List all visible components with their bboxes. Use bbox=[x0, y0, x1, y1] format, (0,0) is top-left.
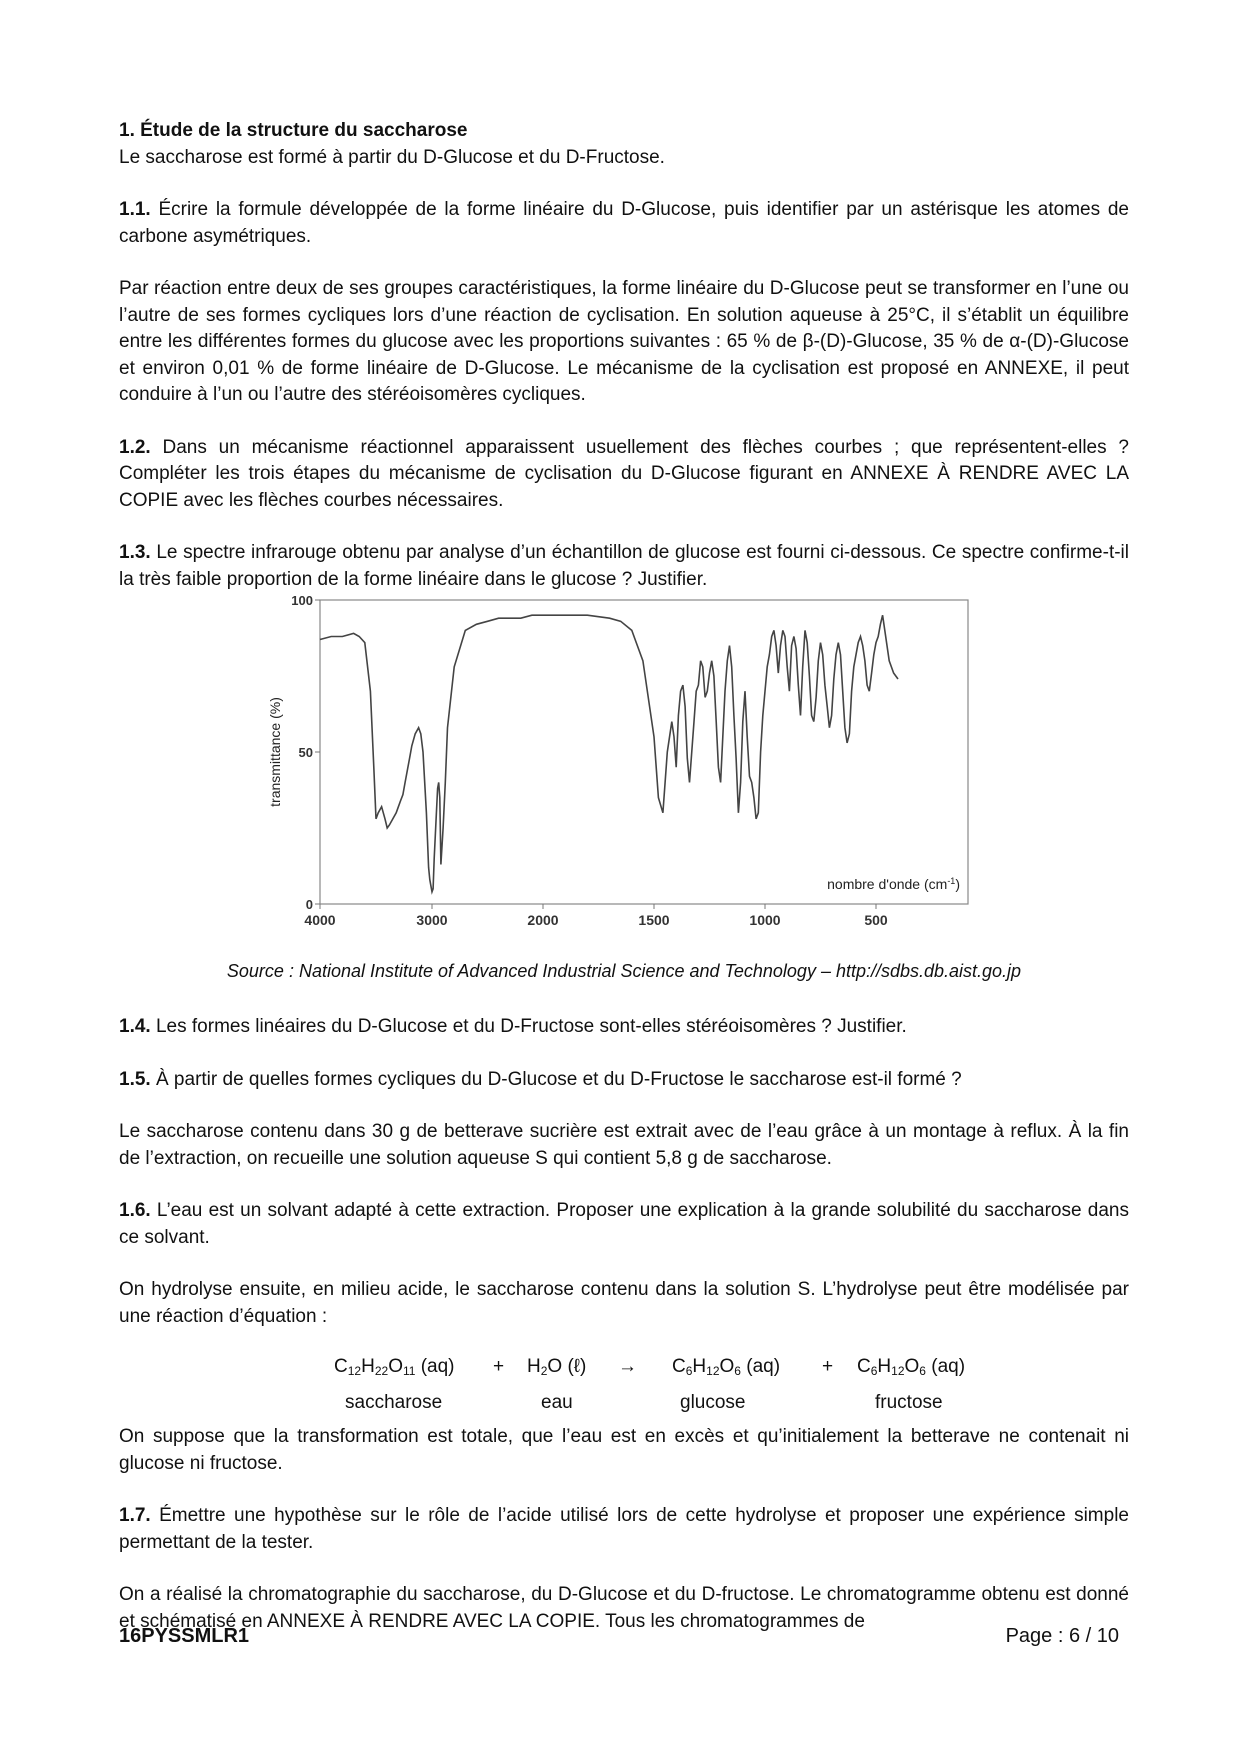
reaction-equation bbox=[119, 1356, 1129, 1426]
question-number: 1.6. bbox=[119, 1200, 151, 1221]
product-fructose-formula: $C_6H_{12}O_6$ (aq) bbox=[857, 1356, 966, 1378]
product-glucose-formula: $C_6H_{12}O_6$ (aq) bbox=[672, 1356, 781, 1378]
question-text: Écrire la formule développée de la forme linéaire du D-Glucose, puis identifier par un astérisque les atomes de carbone asymétriques. bbox=[119, 199, 1129, 247]
question-text: Émettre une hypothèse sur le rôle de l’acide utilisé lors de cette hydrolyse et proposer une expérience simple permettant de la tester. bbox=[119, 1505, 1129, 1553]
x-tick-label: 3000 bbox=[416, 912, 448, 928]
name-fructose: fructose bbox=[875, 1392, 943, 1413]
name-glucose: glucose bbox=[680, 1392, 746, 1413]
question-number: 1.5. bbox=[119, 1068, 151, 1090]
x-tick-label: 500 bbox=[864, 912, 888, 928]
x-tick-label: 1500 bbox=[638, 912, 670, 928]
question-1-5 bbox=[119, 1067, 1129, 1094]
name-saccharose: saccharose bbox=[345, 1392, 443, 1413]
y-tick-label: 100 bbox=[291, 596, 313, 608]
paragraph-assumptions: On suppose que la transformation est totale, que l’eau est en excès et qu’initialement la betterave ne contenait ni glucose ni fructose. bbox=[119, 1426, 1129, 1474]
question-1-1 bbox=[119, 197, 1129, 250]
question-text: Le spectre infrarouge obtenu par analyse d’un échantillon de glucose est fourni ci-dessous. Ce spectre confirme-t-il la très faible proportion de la forme linéaire dans le glucose ? Justifier. bbox=[119, 542, 1129, 590]
question-number: 1.3. bbox=[119, 542, 151, 563]
spectrum-line bbox=[320, 615, 898, 892]
page-bottom bbox=[119, 1424, 1129, 1661]
x-tick-label: 4000 bbox=[304, 912, 336, 928]
section-title: 1. Étude de la structure du saccharose bbox=[119, 120, 468, 141]
question-number: 1.4. bbox=[119, 1016, 151, 1037]
plus-sign: + bbox=[493, 1356, 505, 1377]
reactant-water-formula: $H_2O$ (ℓ) bbox=[527, 1356, 587, 1378]
question-text: Dans un mécanisme réactionnel apparaissent usuellement des flèches courbes ; que représentent-elles ? Compléter les trois étapes du mécanisme de cyclisation du D-Glucose figurant en ANNEXE À RENDRE AVEC LA COPIE avec les flèches courbes nécessaires. bbox=[119, 436, 1129, 511]
y-tick-label: 0 bbox=[305, 897, 313, 912]
ir-spectrum-figure bbox=[260, 596, 980, 941]
question-text: À partir de quelles formes cycliques du D-Glucose et du D-Fructose le saccharose est-il formé ? bbox=[150, 1068, 962, 1090]
paragraph-extraction: Le saccharose contenu dans 30 g de betterave sucrière est extrait avec de l’eau grâce à un montage à reflux. À la fin de l’extraction, on recueille une solution aqueuse S qui contient 5,8 g de saccharose. bbox=[119, 1121, 1129, 1169]
question-text: Les formes linéaires du D-Glucose et du D-Fructose sont-elles stéréoisomères ? Justifier. bbox=[150, 1016, 907, 1037]
paragraph-cyclisation: Par réaction entre deux de ses groupes caractéristiques, la forme linéaire du D-Glucose peut se transformer en l’une ou l’autre de ses formes cycliques lors d’une réaction de cyclisation. En solution aqueuse à 25°C, il s’établit un équilibre entre les différentes formes du glucose avec les proportions suivantes : 65 % de β-(D)-Glucose, 35 % de α-(D)-Glucose et environ 0,01 % de forme linéaire de D-Glucose. Le mécanisme de la cyclisation est proposé en ANNEXE, il peut conduire à l’un ou l’autre des stéréoisomères cycliques. bbox=[119, 278, 1129, 405]
plot-frame bbox=[320, 600, 968, 904]
section-intro: Le saccharose est formé à partir du D-Glucose et du D-Fructose. bbox=[119, 146, 665, 168]
question-1-7 bbox=[119, 1503, 1129, 1556]
ir-spectrum-chart bbox=[260, 596, 980, 941]
paragraph-hydrolysis: On hydrolyse ensuite, en milieu acide, le saccharose contenu dans la solution S. L’hydrolyse peut être modélisée par une réaction d’équation : bbox=[119, 1279, 1129, 1327]
x-tick-label: 1000 bbox=[749, 912, 781, 928]
question-1-3 bbox=[119, 540, 1129, 593]
y-axis-label: transmittance (%) bbox=[267, 697, 283, 807]
plus-sign: + bbox=[822, 1356, 834, 1377]
figure-source: Source : National Institute of Advanced Industrial Science and Technology – http://sdbs.db.aist.go.jp bbox=[226, 961, 1022, 981]
page-number: Page : 6 / 10 bbox=[1005, 1625, 1119, 1647]
question-1-2 bbox=[119, 435, 1129, 515]
question-number: 1.2. bbox=[119, 436, 151, 458]
x-tick-label: 2000 bbox=[527, 912, 559, 928]
y-tick-label: 50 bbox=[298, 745, 313, 760]
name-eau: eau bbox=[541, 1392, 573, 1413]
paragraph-chromatography: On a réalisé la chromatographie du saccharose, du D-Glucose et du D-fructose. Le chromatogramme obtenu est donné et schématisé en ANNEXE À RENDRE AVEC LA COPIE. Tous les chromatogrammes de bbox=[119, 1584, 1129, 1632]
document-code: 16PYSSMLR1 bbox=[119, 1625, 250, 1647]
question-number: 1.1. bbox=[119, 199, 151, 220]
question-1-4 bbox=[119, 1014, 1129, 1041]
question-number: 1.7. bbox=[119, 1505, 151, 1526]
question-text: L’eau est un solvant adapté à cette extraction. Proposer une explication à la grande solubilité du saccharose dans ce solvant. bbox=[119, 1200, 1129, 1248]
x-axis-label: nombre d'onde $(cm^{-1})$ bbox=[827, 876, 960, 892]
page-middle bbox=[119, 1014, 1129, 1356]
reaction-arrow: → bbox=[618, 1356, 637, 1377]
page-top bbox=[119, 118, 1129, 593]
reactant-saccharose-formula: $C_{12}H_{22}O_{11}$ (aq) bbox=[334, 1356, 455, 1378]
question-1-6 bbox=[119, 1198, 1129, 1251]
